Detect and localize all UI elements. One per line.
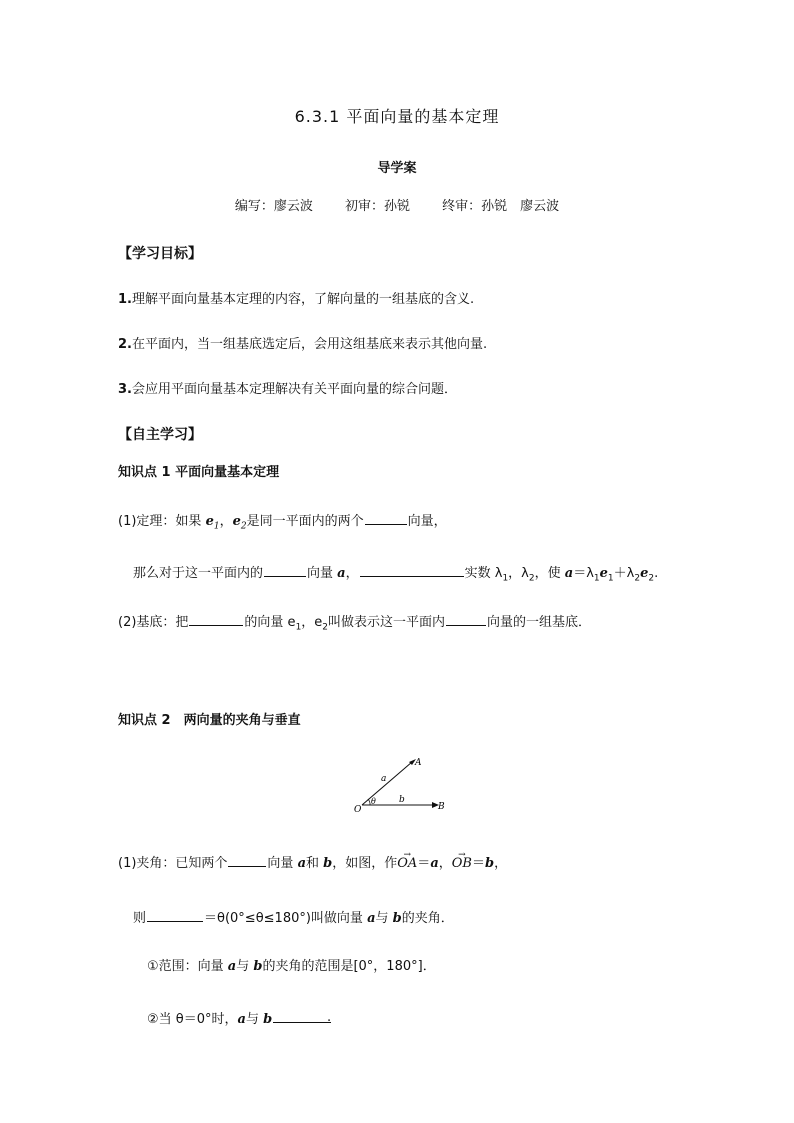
knowledge-point-2-title: 知识点 2 两向量的夹角与垂直 <box>118 713 301 728</box>
fill-blank[interactable] <box>147 908 203 922</box>
fill-blank[interactable] <box>446 612 486 626</box>
objective-item-3: 3.会应用平面向量基本定理解决有关平面向量的综合问题． <box>118 382 457 397</box>
fill-blank[interactable] <box>365 511 407 525</box>
fill-blank[interactable] <box>360 563 464 577</box>
section-heading-self-study: 【自主学习】 <box>118 427 202 443</box>
label-B: B <box>438 802 445 812</box>
document-subtitle: 导学案 <box>377 161 417 176</box>
objective-item-2: 2.在平面内，当一组基底选定后，会用这组基底来表示其他向量. <box>118 337 488 352</box>
document-title: 6.3.1 平面向量的基本定理 <box>294 107 500 126</box>
fill-blank[interactable] <box>228 853 266 867</box>
label-theta: θ <box>371 797 376 806</box>
angle-figure <box>350 752 450 818</box>
label-A: A <box>415 758 422 768</box>
label-O: O <box>354 805 362 815</box>
theorem-line-2: 那么对于这一平面内的 向量 a， 实数 $\lambda_1$，$\lambda_2$，使 $a=\lambda_1e_1+\lambda_2e_2$. <box>133 563 658 588</box>
angle-arc <box>368 799 370 805</box>
author-credits <box>0 198 794 216</box>
fill-blank[interactable] <box>189 612 243 626</box>
theorem-line-1: (1)定理：如果 $e_1$，$e_2$是同一平面内的两个 向量， <box>118 511 447 536</box>
writer-credit: 编写：廖云波 <box>234 199 313 214</box>
angle-definition-line-1: (1)夹角：已知两个 向量 a和 b，如图，作→ OA＝a，→ OB＝b， <box>118 853 507 873</box>
reviewer-credit: 初审：孙锐 <box>344 199 410 214</box>
objective-item-1: 1.理解平面向量基本定理的内容，了解向量的一组基底的含义. <box>118 292 475 307</box>
angle-zero-case: ②当 θ＝0°时，a与 b . <box>147 1010 332 1027</box>
fill-blank[interactable] <box>264 563 306 577</box>
fill-blank[interactable]: . <box>273 1009 331 1023</box>
knowledge-point-1-title: 知识点 1 平面向量基本定理 <box>118 465 280 480</box>
label-a: a <box>381 774 387 784</box>
angle-definition-line-2: 则 ＝θ(0°≤θ≤180°)叫做向量 a与 b的夹角． <box>133 908 454 928</box>
angle-range: ①范围：向量 a与 b的夹角的范围是[0°，180°]． <box>147 959 436 974</box>
label-b: b <box>399 795 405 805</box>
basis-definition: (2)基底：把 的向量 $e_1$，$e_2$叫做表示这一平面内 向量的一组基底． <box>118 612 591 637</box>
section-heading-objectives: 【学习目标】 <box>118 246 202 262</box>
final-reviewer-credit: 终审：孙锐 廖云波 <box>442 199 560 214</box>
